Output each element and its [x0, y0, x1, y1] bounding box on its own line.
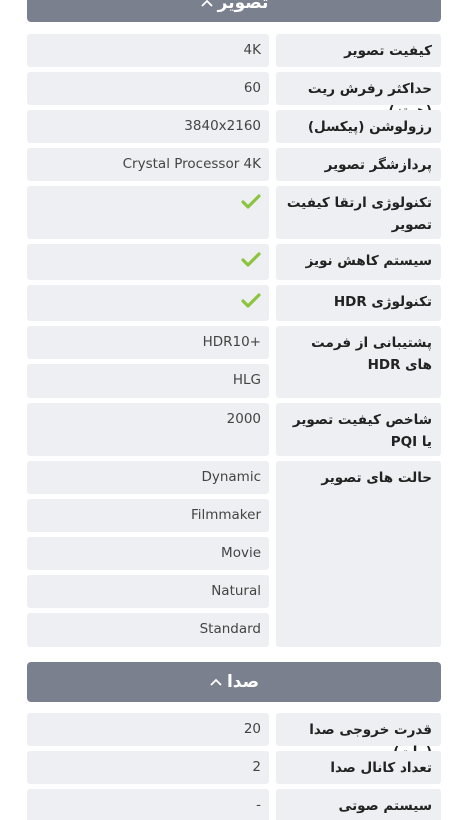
spec-value-image-processor: Crystal Processor 4K — [27, 148, 269, 181]
spec-label-audio-output: قدرت خروجی صدا — [276, 713, 441, 746]
spec-value-audio-output: 20 — [27, 713, 269, 746]
checkmark-icon — [241, 250, 261, 270]
spec-label-picture-modes: حالت های تصویر — [276, 461, 441, 647]
spec-value-picture-mode: Natural — [27, 575, 269, 608]
sound-section-title: صدا — [226, 672, 260, 692]
spec-value-hdr-technology — [27, 285, 269, 321]
picture-section-header[interactable] — [27, 0, 441, 22]
spec-label-hdr-technology: تکنولوژی HDR — [276, 285, 441, 321]
spec-value-picture-mode: Dynamic — [27, 461, 269, 494]
spec-value-noise-reduction — [27, 244, 269, 280]
spec-label-noise-reduction: سیستم کاهش نویز — [276, 244, 441, 280]
spec-label-pqi: شاخص کیفیت تصویر یا PQI — [276, 403, 441, 456]
sound-section-header[interactable] — [27, 662, 441, 702]
chevron-up-icon — [200, 0, 214, 10]
spec-value-upscaling — [27, 186, 269, 239]
spec-value-audio-system: - — [27, 789, 269, 820]
spec-value-hdr-format: HDR10+ — [27, 326, 269, 359]
spec-label-upscaling: تکنولوژی ارتقا کیفیت تصویر — [276, 186, 441, 239]
spec-value-refresh-rate: 60 — [27, 72, 269, 105]
spec-value-audio-channels: 2 — [27, 751, 269, 784]
spec-label-picture-quality: کیفیت تصویر — [276, 34, 441, 67]
checkmark-icon — [241, 192, 261, 212]
spec-label-image-processor: پردازشگر تصویر — [276, 148, 441, 181]
picture-section-title: تصویر — [217, 0, 269, 13]
spec-label-audio-system: سیستم صوتی — [276, 789, 441, 820]
spec-value-hdr-format: HLG — [27, 364, 269, 398]
spec-value-picture-mode: Standard — [27, 613, 269, 647]
spec-value-picture-mode: Movie — [27, 537, 269, 570]
spec-label-hdr-formats: پشتیبانی از فرمت های HDR — [276, 326, 441, 398]
chevron-up-icon — [209, 675, 223, 689]
spec-value-picture-mode: Filmmaker — [27, 499, 269, 532]
spec-value-picture-quality: 4K — [27, 34, 269, 67]
checkmark-icon — [241, 291, 261, 311]
spec-value-pqi: 2000 — [27, 403, 269, 456]
spec-value-resolution: 3840x2160 — [27, 110, 269, 143]
spec-label-audio-channels: تعداد کانال صدا — [276, 751, 441, 784]
spec-label-refresh-rate: حداکثر رفرش ریت — [276, 72, 441, 105]
spec-label-resolution: رزولوشن (پیکسل) — [276, 110, 441, 143]
